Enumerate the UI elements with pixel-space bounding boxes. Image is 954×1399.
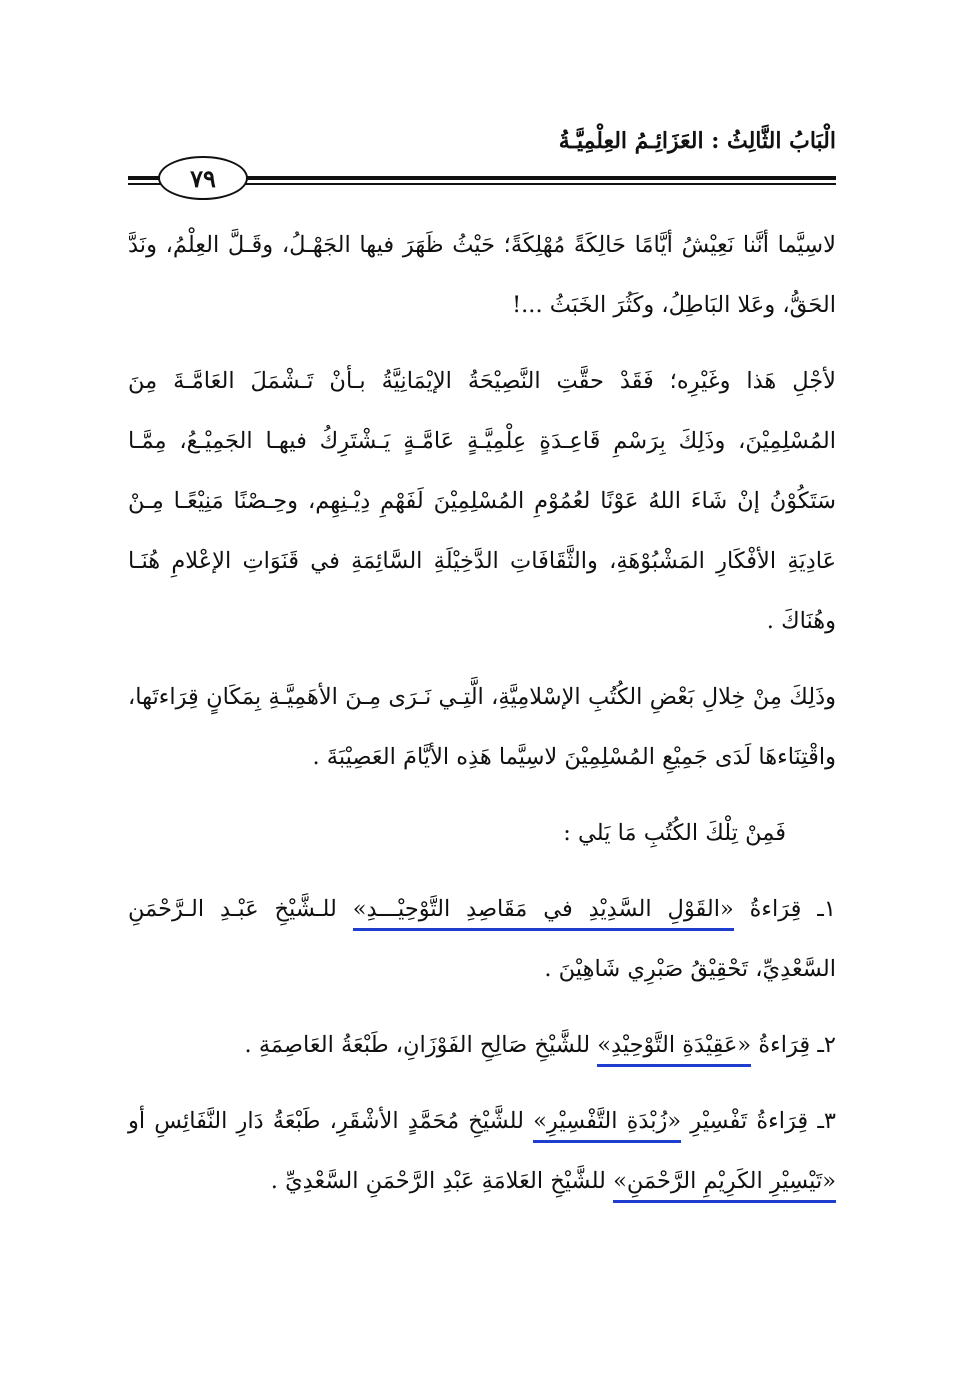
- book-title: «القَوْلِ السَّدِيْدِ في مَقَاصِدِ التَّوْحِيْـــدِ»: [353, 896, 734, 931]
- body-text: [128, 215, 836, 1227]
- page-number: ٧٩: [190, 163, 216, 193]
- book-pre: قِرَاءةُ: [749, 896, 802, 922]
- paragraph-1: لاسِيَّما أنَّنا نَعِيْشُ أيَّامًا حَالِكَةً مُهْلِكَةً؛ حَيْثُ ظَهَرَ فيها الجَهْـلُ، وقَـلَّ العِلْمُ، ونَدَّ الحَقُّ، وعَلا البَاطِلُ، وكَثُرَ الخَبَثُ ...!: [128, 232, 836, 318]
- book-title-alt: «تَيْسِيْرِ الكَرِيْمِ الرَّحْمَنِ»: [613, 1168, 836, 1203]
- paragraph-3: وذَلِكَ مِنْ خِلالِ بَعْضِ الكُتُبِ الإسْلامِيَّةِ، الَّتِـي نَـرَى مِـنَ الأهَمِيَّـةِ بِمَكَانٍ قِرَاءتَها، واقْتِنَاءهَا لَدَى جَمِيْعِ المُسْلِمِيْنَ لاسِيَّما هَذِه الأيَّامَ العَصِيْبَةَ .: [128, 684, 836, 770]
- book-title: «زُبْدَةِ التَّفْسِيْرِ»: [533, 1108, 681, 1143]
- book-post: للشَّيْخِ صَالِحِ الفَوْزَانِ، طَبْعَةُ العَاصِمَةِ .: [244, 1032, 591, 1058]
- book-number: ٢ـ: [817, 1032, 836, 1058]
- book-item-2: [128, 1015, 836, 1075]
- books-heading: فَمِنْ تِلْكَ الكُتُبِ مَا يَلي :: [563, 820, 786, 846]
- book-item-3: [128, 1091, 836, 1211]
- book-item-1: [128, 879, 836, 999]
- book-title: «عَقِيْدَةِ التَّوْحِيْدِ»: [597, 1032, 751, 1067]
- book-post: للـشَّيْخِ عَبْـدِ الـرَّحْمَنِ السَّعْدِيِّ، تَحْقِيْقُ صَبْرِي شَاهِيْنَ .: [128, 896, 836, 982]
- running-title: الْبَابُ الثَّالِثُ : العَزَائِـمُ العِلْمِيَّـةُ: [558, 128, 836, 154]
- paragraph-2: لأجْلِ هَذا وغَيْرِه؛ فَقَدْ حقَّتِ النَّصِيْحَةُ الإيْمَانِيَّةُ بـأنْ تَـشْمَلَ العَامَّـةَ مِنَ المُسْلِمِيْنَ، وذَلِكَ بِرَسْمِ قَاعِـدَةٍ عِلْمِيَّـةٍ عَامَّـةٍ يَـشْتَرِكُ فيهـا الجَمِيْـعُ، مِمَّـا سَتَكُوْنُ إنْ شَاءَ اللهُ عَوْنًا لعُمُوْمِ المُسْلِمِيْنَ لَفَهْمِ دِيْـنِهِم، وحِـصْنًا مَنِيْعًـا مِـنْ عَادِيَةِ الأفْكَارِ المَشْبُوْهَةِ، والثَّقَافَاتِ الدَّخِيْلَةِ السَّائِمَةِ في قَنَوَاتِ الإعْلامِ هُنَـا وهُنَاكَ .: [128, 368, 836, 634]
- book-post: للشَّيْخِ العَلامَةِ عَبْدِ الرَّحْمَنِ السَّعْدِيِّ .: [270, 1168, 606, 1194]
- book-pre: قِرَاءةُ تَفْسِيْرِ: [690, 1108, 809, 1134]
- book-mid: للشَّيْخِ مُحَمَّدٍ الأشْقَرِ، طَبْعَةُ دَارِ النَّفَائِسِ أو: [128, 1108, 524, 1134]
- page-number-badge: [158, 156, 248, 200]
- book-pre: قِرَاءةُ: [758, 1032, 811, 1058]
- book-number: ١ـ: [817, 896, 836, 922]
- book-number: ٣ـ: [817, 1108, 837, 1134]
